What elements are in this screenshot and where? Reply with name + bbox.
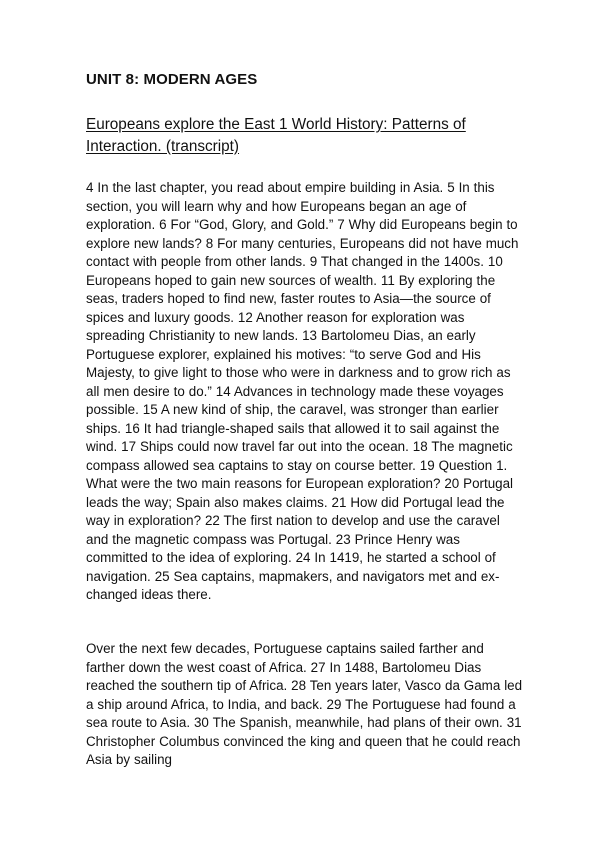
body-paragraph-1: 4 In the last chapter, you read about empire building in Asia. 5 In this section, you will learn why and how Europeans began an age of exploration. 6 For “God, Glory, and Gold.” 7 Why did Europeans begin to explore new lands? 8 For many centuries, Europeans did not have much contact with people from other lands. 9 That changed in the 1400s. 10 Europeans hoped to gain new sources of wealth. 11 By exploring the seas, traders hoped to find new, faster routes to Asia—the source of spices and luxury goods. 12 Another reason for exploration was spreading Christianity to new lands. 13 Bartolomeu Dias, an early Portuguese explorer, explained his motives: “to serve God and His Majesty, to give light to those who were in darkness and to grow rich as all men desire to do.” 14 Advances in technology made these voyages possible. 15 A new kind of ship, the caravel, was stronger than earlier ships. 16 It had triangle-shaped sails that allowed it to sail against the wind. 17 Ships could now travel far out into the ocean. 18 The magnetic compass allowed sea captains to stay on course better. 19 Question 1. What were the two main reasons for European exploration? 20 Portugal leads the way; Spain also makes claims. 21 How did Portugal lead the way in exploration? 22 The first nation to develop and use the caravel and the magnetic compass was Portugal. 23 Prince Henry was committed to the idea of exploring. 24 In 1419, he started a school of navigation. 25 Sea captains, mapmakers, and navigators met and ex- changed ideas there. (86, 180, 519, 602)
document-subtitle: Europeans explore the East 1 World History: Patterns of Interaction. (transcript) (86, 116, 466, 155)
unit-heading: UNIT 8: MODERN AGES (86, 71, 258, 88)
body-paragraph-2: Over the next few decades, Portuguese captains sailed farther and farther down the west coast of Africa. 27 In 1488, Bartolomeu Dias reached the southern tip of Africa. 28 Ten years later, Vasco da Gama led a ship around Africa, to India, and back. 29 The Portuguese had found a sea route to Asia. 30 The Spanish, meanwhile, had plans of their own. 31 Christopher Columbus convinced the king and queen that he could reach Asia by sailing (86, 641, 523, 767)
